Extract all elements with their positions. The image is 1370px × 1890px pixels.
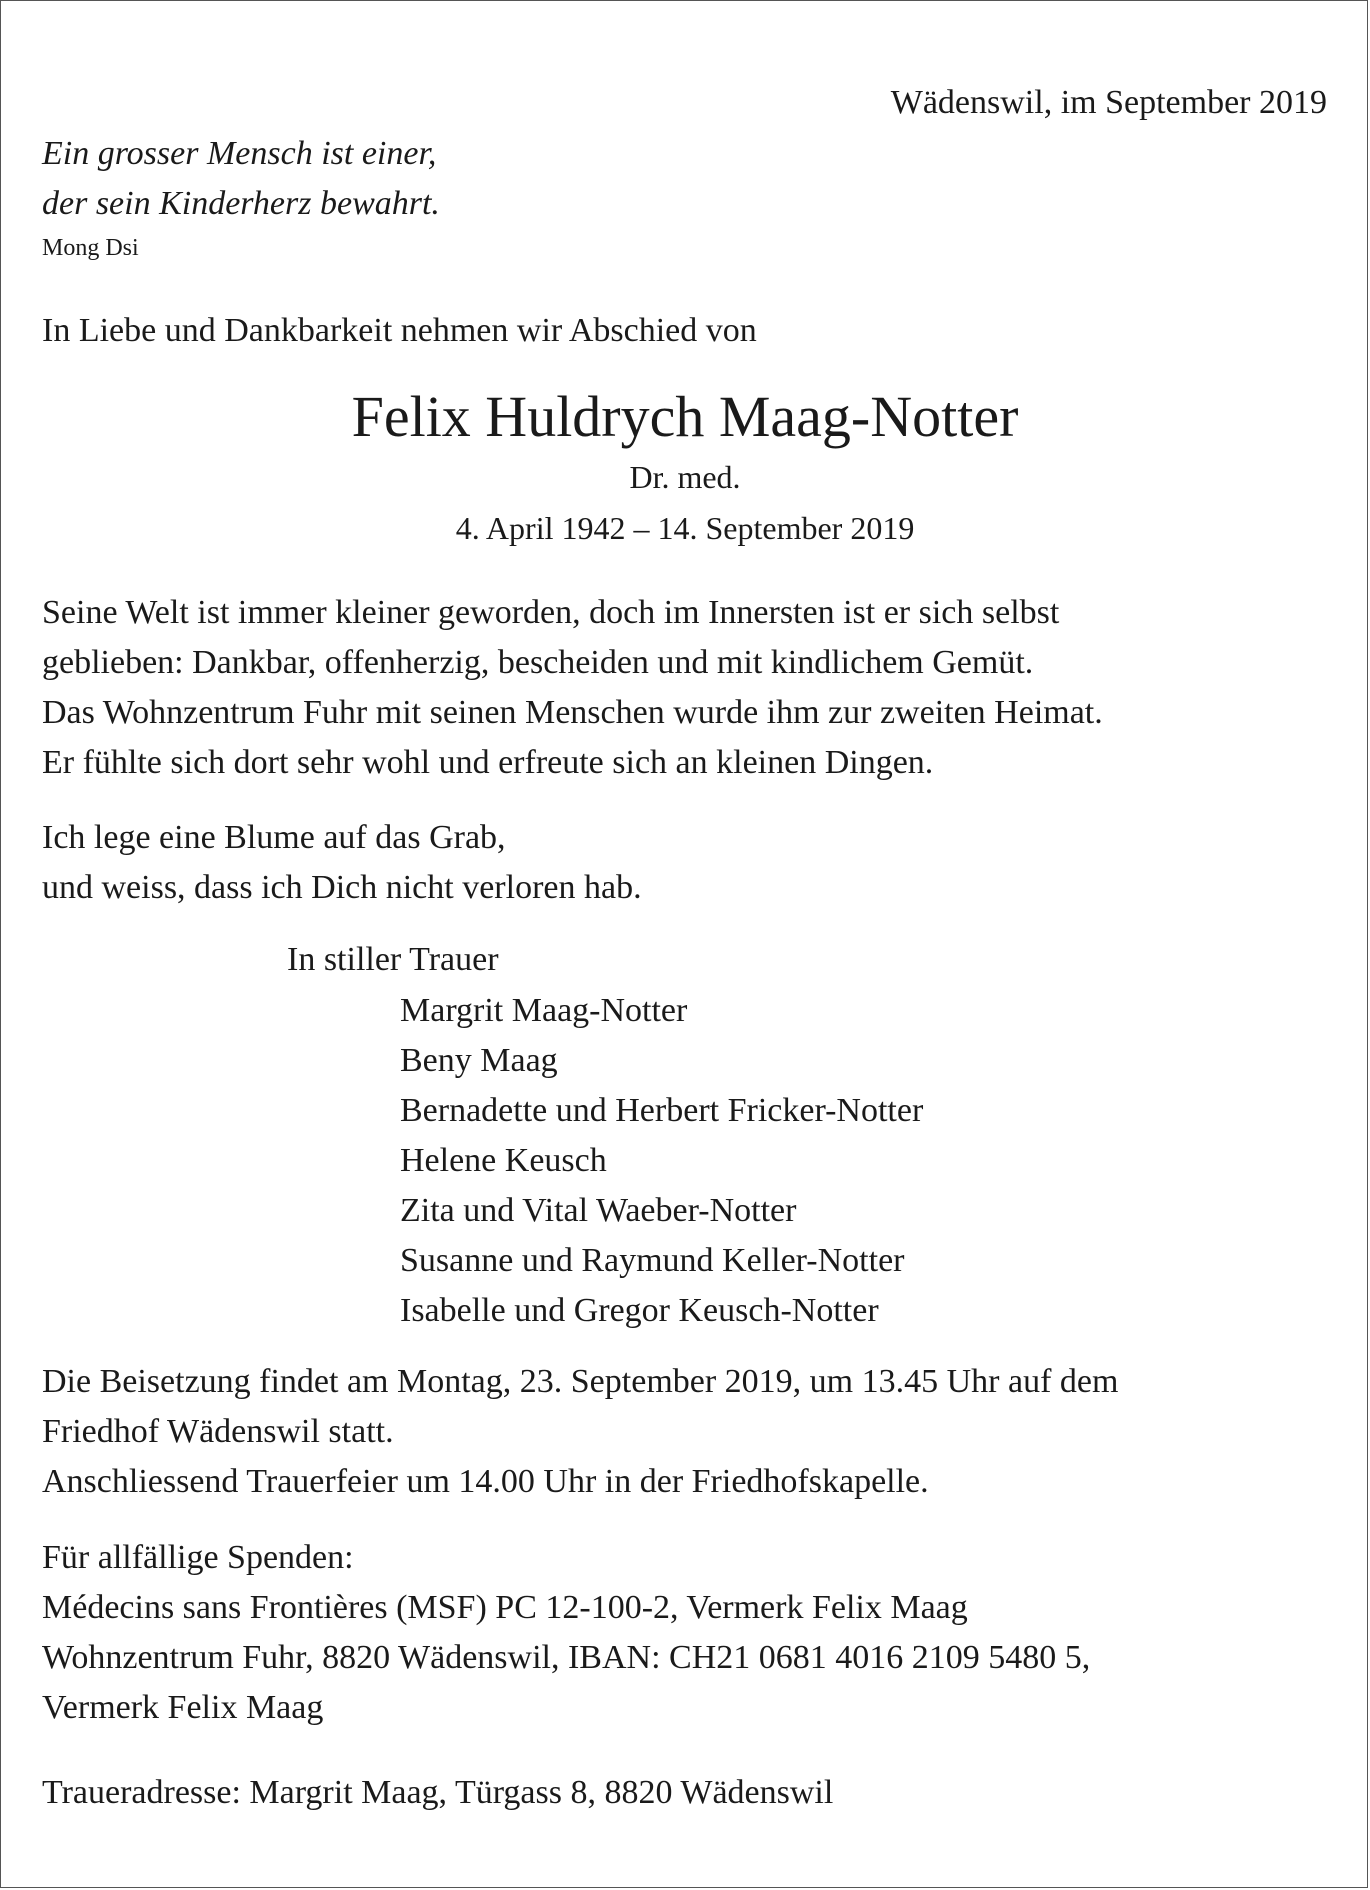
deceased-title: Dr. med. bbox=[629, 459, 741, 495]
mourner-name: Margrit Maag-Notter bbox=[400, 992, 688, 1029]
address-line: Traueradresse: Margrit Maag, Türgass 8, 8820 Wädenswil bbox=[42, 1774, 834, 1811]
life-paragraph bbox=[42, 588, 1342, 788]
funeral-info bbox=[42, 1357, 1342, 1507]
mourner-name: Bernadette und Herbert Fricker-Notter bbox=[400, 1092, 924, 1129]
motto-line: Ein grosser Mensch ist einer, bbox=[42, 135, 437, 172]
funeral-line: Anschliessend Trauerfeier um 14.00 Uhr in der Friedhofskapelle. bbox=[42, 1463, 929, 1500]
mourner-name: Beny Maag bbox=[400, 1042, 558, 1079]
mourning-heading: In stiller Trauer bbox=[287, 941, 499, 978]
donation-line: Für allfällige Spenden: bbox=[42, 1539, 354, 1576]
poem bbox=[42, 813, 1342, 913]
donation-info bbox=[42, 1533, 1342, 1733]
mourners-list bbox=[400, 986, 923, 1336]
deceased-dates: 4. April 1942 – 14. September 2019 bbox=[455, 510, 915, 546]
paragraph-line: Er fühlte sich dort sehr wohl und erfreute sich an kleinen Dingen. bbox=[42, 744, 934, 781]
mourner-name: Isabelle und Gregor Keusch-Notter bbox=[400, 1292, 879, 1329]
deceased-name: Felix Huldrych Maag-Notter bbox=[351, 384, 1019, 449]
intro-text: In Liebe und Dankbarkeit nehmen wir Abschied von bbox=[42, 312, 757, 349]
mourner-name: Helene Keusch bbox=[400, 1142, 607, 1179]
motto-author: Mong Dsi bbox=[42, 235, 139, 261]
motto-quote bbox=[42, 129, 440, 229]
paragraph-line: Das Wohnzentrum Fuhr mit seinen Menschen wurde ihm zur zweiten Heimat. bbox=[42, 694, 1103, 731]
mourner-name: Susanne und Raymund Keller-Notter bbox=[400, 1242, 905, 1279]
paragraph-line: geblieben: Dankbar, offenherzig, bescheiden und mit kindlichem Gemüt. bbox=[42, 644, 1034, 681]
funeral-line: Die Beisetzung findet am Montag, 23. September 2019, um 13.45 Uhr auf dem bbox=[42, 1363, 1119, 1400]
donation-line: Vermerk Felix Maag bbox=[42, 1689, 324, 1726]
poem-line: und weiss, dass ich Dich nicht verloren hab. bbox=[42, 869, 642, 906]
motto-line: der sein Kinderherz bewahrt. bbox=[42, 185, 440, 222]
poem-line: Ich lege eine Blume auf das Grab, bbox=[42, 819, 506, 856]
place-date: Wädenswil, im September 2019 bbox=[890, 84, 1327, 121]
donation-line: Médecins sans Frontières (MSF) PC 12-100-2, Vermerk Felix Maag bbox=[42, 1589, 968, 1626]
funeral-line: Friedhof Wädenswil statt. bbox=[42, 1413, 394, 1450]
donation-line: Wohnzentrum Fuhr, 8820 Wädenswil, IBAN: CH21 0681 4016 2109 5480 5, bbox=[42, 1639, 1091, 1676]
paragraph-line: Seine Welt ist immer kleiner geworden, doch im Innersten ist er sich selbst bbox=[42, 594, 1060, 631]
mourning-address bbox=[42, 1768, 1342, 1818]
mourner-name: Zita und Vital Waeber-Notter bbox=[400, 1192, 797, 1229]
